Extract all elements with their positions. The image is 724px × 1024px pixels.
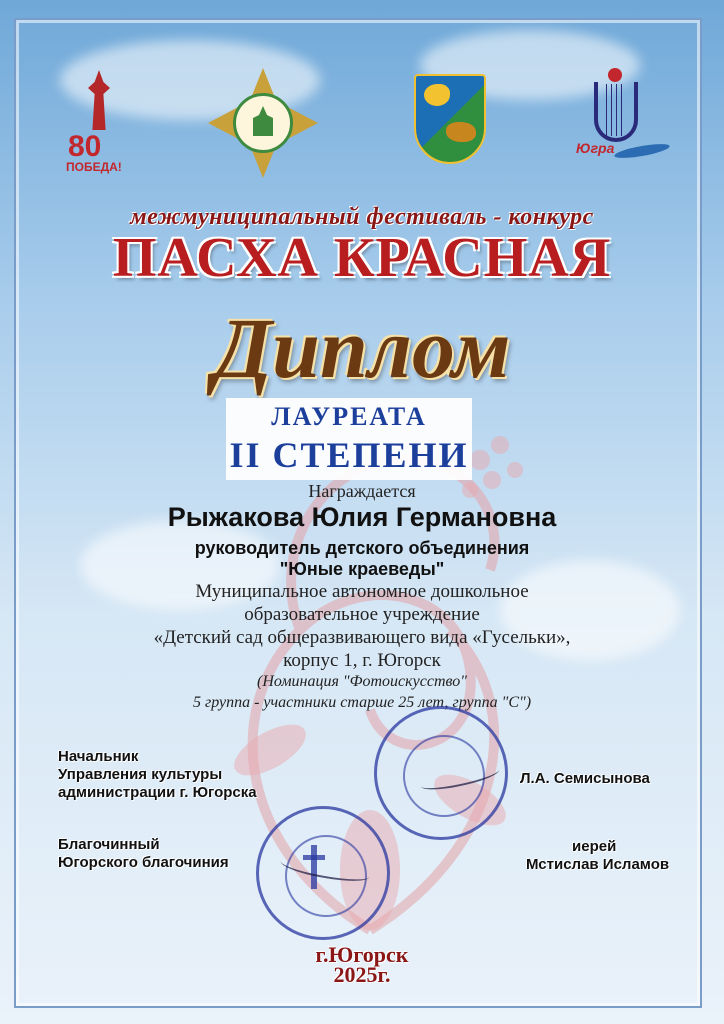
signatory-title: администрации г. Югорска (58, 784, 257, 801)
signatory-title: Начальник (58, 748, 139, 765)
organization-line: корпус 1, г. Югорск (283, 650, 441, 671)
logo-80-number: 80 (68, 130, 102, 163)
nomination-text: (Номинация "Фотоискусство" (257, 673, 467, 690)
city-label: г.Югорск (315, 942, 409, 967)
victory-80-logo (66, 70, 136, 180)
logo-80-text: ПОБЕДА! (66, 160, 122, 174)
signatory-name: Мстислав Исламов (526, 856, 670, 873)
laureate-label: ЛАУРЕАТА (271, 402, 427, 431)
bear-icon (446, 122, 476, 142)
recipient-name: Рыжакова Юлия Германовна (167, 502, 557, 532)
signatory-title: Управления культуры (58, 766, 223, 783)
church-star-emblem (208, 68, 318, 178)
signatory-rank: иерей (572, 838, 617, 855)
yugra-logo-text: Югра (576, 140, 615, 156)
recipient-role: руководитель детского объединения (194, 538, 530, 558)
signatory-name: Л.А. Семисынова (520, 770, 650, 787)
coat-of-arms-emblem (414, 74, 486, 164)
laureate-box (226, 398, 472, 480)
organization-line: Муниципальное автономное дошкольное (195, 581, 529, 602)
organization-line: образовательное учреждение (244, 604, 480, 625)
group-text: 5 группа - участники старше 25 лет, группа "С") (192, 694, 532, 711)
festival-title: ПАСХА КРАСНАЯ (112, 227, 612, 289)
motherland-statue-icon (88, 70, 110, 130)
signatory-title: Югорского благочиния (58, 854, 229, 871)
organization-line: «Детский сад общеразвивающего вида «Гусельки», (153, 627, 571, 648)
festival-subtitle: межмуниципальный фестиваль - конкурс (130, 204, 594, 230)
yugra-lyre-logo (574, 62, 674, 172)
association-name: "Юные краеведы" (279, 559, 445, 579)
signatory-title: Благочинный (58, 836, 160, 853)
shield-icon (414, 74, 486, 164)
degree-label: II СТЕПЕНИ (229, 435, 469, 475)
diploma-heading: Диплом (213, 300, 511, 396)
year-label: 2025г. (333, 962, 391, 987)
squirrel-icon (424, 84, 450, 106)
awarded-label: Награждается (308, 481, 416, 501)
